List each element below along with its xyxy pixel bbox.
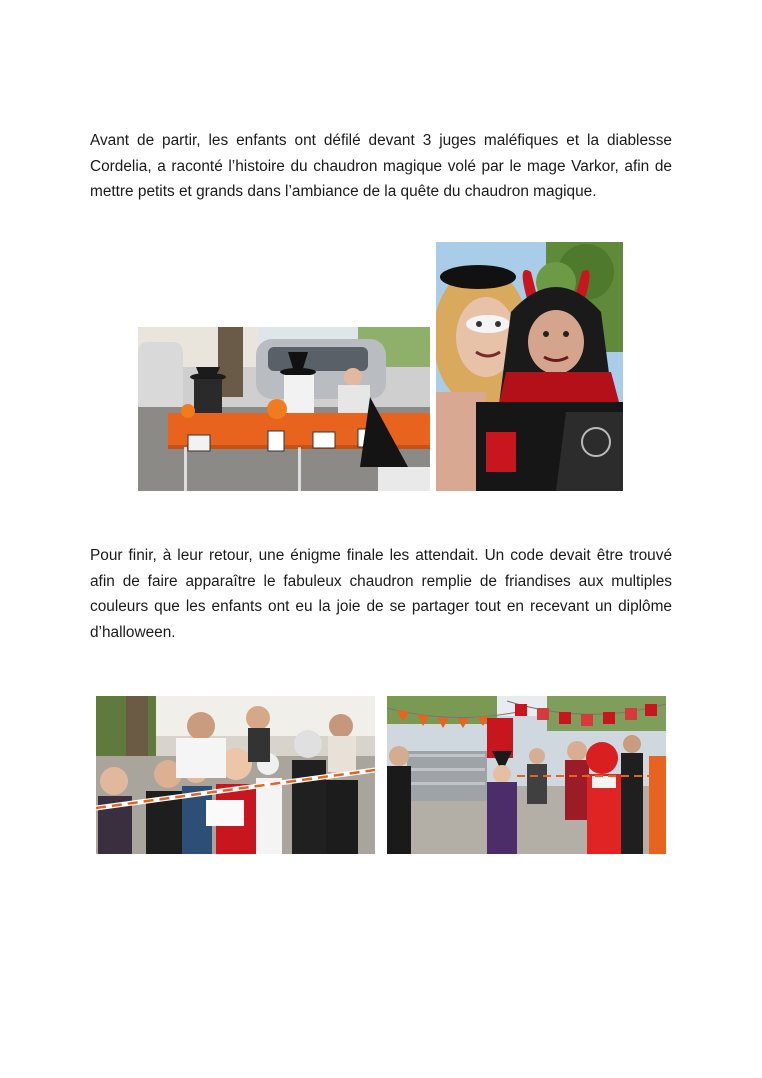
photo-judges-table: [138, 327, 430, 491]
photo-parade-bunting: [387, 696, 666, 854]
photo-devil-costumes: [436, 242, 623, 491]
paragraph-conclusion: Pour finir, à leur retour, une énigme finale les attendait. Un code devait être trouvé afin de faire apparaître le fabuleux chaudron remplie de friandises aux multiples couleurs que les enfants ont eu la joie de se partager tout en recevant un diplôme d’halloween.: [90, 547, 672, 641]
paragraph-intro: Avant de partir, les enfants ont défilé devant 3 juges maléfiques et la diablesse Cordelia, a raconté l’histoire du chaudron magique volé par le mage Varkor, afin de mettre petits et grands dans l’ambiance de la quête du chaudron magique.: [90, 132, 672, 200]
photo-children-ribbon: [96, 696, 375, 854]
